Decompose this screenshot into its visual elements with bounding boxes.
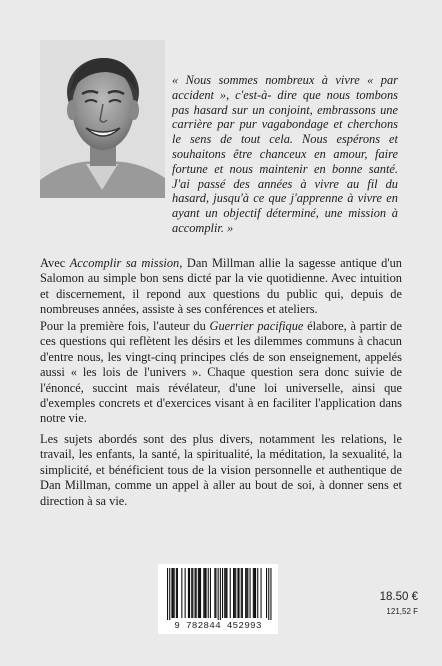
book-title: Accomplir sa mission (69, 256, 180, 270)
barcode-bar (195, 568, 196, 618)
price-francs: 121,52 F (386, 607, 418, 616)
barcode-bars (158, 564, 278, 622)
barcode-bar (233, 568, 234, 618)
barcode-bar (224, 568, 225, 618)
barcode-bar (241, 568, 242, 618)
barcode-bar (208, 568, 209, 618)
barcode-bar (206, 568, 207, 618)
barcode-bar (210, 568, 211, 618)
barcode-bar (226, 568, 227, 618)
isbn-barcode (158, 564, 278, 634)
barcode-bar (254, 568, 255, 618)
barcode-bar (215, 568, 216, 618)
barcode-bar (245, 568, 246, 618)
description-paragraph-1 (40, 256, 402, 318)
barcode-bar (214, 568, 215, 618)
barcode-bar (199, 568, 200, 618)
barcode-bar (204, 568, 205, 618)
isbn-digits: 9 782844 452993 (158, 620, 278, 632)
barcode-bar (230, 568, 231, 618)
price-euro: 18.50 € (379, 591, 418, 603)
barcode-bar (268, 568, 269, 622)
barcode-bar (173, 568, 174, 618)
barcode-bar (247, 568, 248, 618)
barcode-bar (235, 568, 236, 618)
previous-book-title: Guerrier pacifique (209, 319, 304, 333)
barcode-bar (255, 568, 256, 618)
barcode-bar (261, 568, 262, 618)
barcode-bar (176, 568, 177, 618)
price-block (380, 590, 418, 618)
barcode-bar (192, 568, 193, 618)
paragraph-1-intro: Avec (40, 256, 70, 270)
barcode-bar (196, 568, 197, 618)
barcode-bar (188, 568, 189, 618)
barcode-bar (220, 568, 221, 622)
barcode-bar (181, 568, 182, 618)
barcode-bar (171, 568, 172, 618)
barcode-bar (253, 568, 254, 618)
barcode-bar (169, 568, 170, 622)
description-paragraph-3: Les sujets abordés sont des plus divers, notamment les relations, le travail, les enfants, la santé, la spiritualité, la méditation, la sexualité, la simplicité, et bénéficient tous de la vision personnelle et authentique de Dan Millman, comme un appel à aller au bout de soi, à donner sens et direction à sa vie. (40, 432, 402, 508)
barcode-bar (200, 568, 201, 618)
barcode-bar (266, 568, 267, 618)
barcode-bar (177, 568, 178, 618)
barcode-bar (185, 568, 186, 618)
barcode-bar (225, 568, 226, 618)
barcode-bar (270, 568, 271, 622)
barcode-bar (250, 568, 251, 618)
author-quote: « Nous sommes nombreux à vivre « par accident », c'est-à- dire que nous tombons pas hasard sur un conjoint, embrassons une carrière par pur vagabondage et cherchons le sens de tout cela. Nous espérons et souhaitons être chanceux en amour, faire fortune et nous maintenir en bonne santé. J'ai passé des années à vivre au fil du hasard, jusqu'à ce que j'apprenne à vivre en ayant un objectif déterminé, une mission à accomplir. » (172, 73, 398, 235)
barcode-bar (174, 568, 175, 618)
barcode-bar (167, 568, 168, 622)
barcode-bar (246, 568, 247, 618)
barcode-bar (189, 568, 190, 618)
barcode-bar (191, 568, 192, 618)
paragraph-2-intro: Pour la première fois, l'auteur du (40, 319, 210, 333)
barcode-bar (234, 568, 235, 618)
barcode-bar (237, 568, 238, 618)
barcode-bar (218, 568, 219, 622)
barcode-bar (239, 568, 240, 618)
paragraph-2-text: élabore, à partir de ces questions qui reflètent les désirs et les dilemmes communs à chacun d'entre nous, les vingt-cinq principes clés de son enseignement, appelés aussi « les lois de l'univers ». Chaque question sera donc suivie de l'énoncé, succint mais révélateur, d'une loi universelle, ainsi que d'exemples concrets et d'exercices visant à en faciliter l'application dans notre vie. (40, 319, 402, 426)
barcode-bar (198, 568, 199, 618)
barcode-bar (222, 568, 223, 618)
barcode-bar (242, 568, 243, 618)
author-portrait-icon (40, 40, 165, 198)
description-paragraph-2 (40, 319, 402, 427)
barcode-bar (257, 568, 258, 618)
paragraph-1-text: , Dan Millman allie la sagesse antique d'un Salomon au simple bon sens dicté par la vie quotidienne. Avec intuition et discernement, il repond aux questions du public qui, depuis de nombreuses années, assiste à ses conférences et ateliers. (40, 256, 402, 317)
author-photo (40, 40, 165, 198)
barcode-bar (203, 568, 204, 618)
